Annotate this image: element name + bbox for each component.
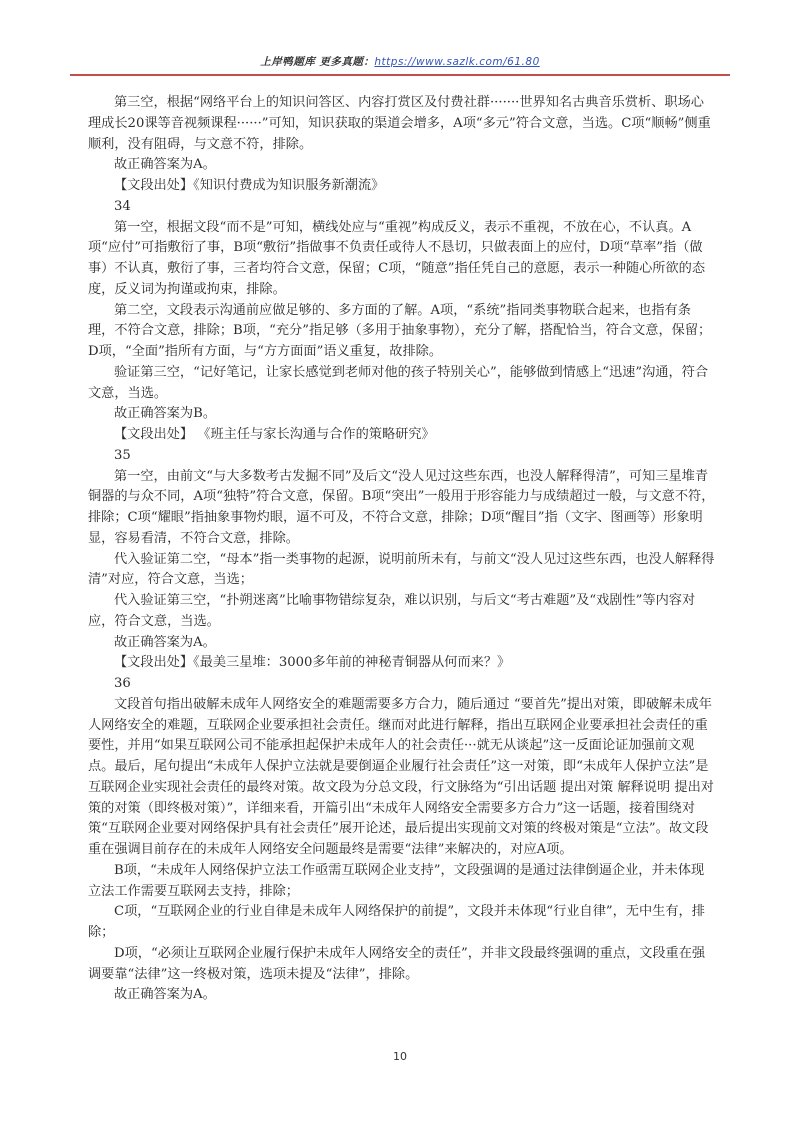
- paragraph: 故正确答案为A。: [114, 634, 216, 650]
- paragraph: 验证第三空，“记好笔记，让家长感觉到老师对他的孩子特别关心”，能够做到情感上“迅速”沟通，符合文意，当选。: [88, 364, 709, 401]
- paragraph: 文段首句指出破解未成年人网络安全的难题需要多方合力，随后通过 “要首先”提出对策，即破解未成年人网络安全的难题，互联网企业要承担社会责任。继而对此进行解释，指出互联网企业要承担社会责任的重要性，并用“如果互联网公司不能承担起保护未成年人的社会责任···就无从谈起”这一反面论证加强前文观点。最后，尾句提出“未成年人保护立法就是要倒逼企业履行社会责任”这一对策，即“未成年人保护立法”是互联网企业实现社会责任的最终对策。故文段为分总文段，行文脉络为“引出话题 提出对策 解释说明 提出对策的对策（即终极对策）”，详细来看，开篇引出“未成年人网络安全需要多方合力”这一话题，接着围绕对策“互联网企业要对网络保护具有社会责任”展开论述，最后提出实现前文对策的终极对策是“立法”。故文段重在强调目前存在的未成年人网络安全问题最终是需要“法律”来解决的，对应A项。: [88, 696, 714, 857]
- paragraph: 35: [114, 447, 131, 463]
- paragraph: 第三空，根据“网络平台上的知识问答区、内容打赏区及付费社群·······世界知名古典音乐赏析、职场心理成长20课等音视频课程······”可知，知识获取的渠道会增多，A项“多元”符合文意，当选。C项“顺畅”侧重顺利，没有阻碍，与文意不符，排除。: [88, 95, 711, 152]
- paragraph: 36: [114, 676, 131, 691]
- paragraph: C项，“互联网企业的行业自律是未成年人网络保护的前提”，文段并未体现“行业自律”，无中生有，排除；: [88, 904, 705, 940]
- paragraph: D项，“必须让互联网企业履行保护未成年人网络安全的责任”，并非文段最终强调的重点，文段重在强调要靠“法律”这一终极对策，选项未提及“法律”，排除。: [88, 945, 706, 982]
- paragraph: 34: [114, 198, 131, 214]
- paragraph: 第一空，由前文“与大多数考古发掘不同”及后文“没人见过这些东西，也没人解释得清”，可知三星堆青铜器的与众不同，A项“独特”符合文意，保留。B项“突出”一般用于形容能力与成绩超过一般，与文意不符，排除；C项“耀眼”指抽象事物灼眼，逼不可及，不符合文意，排除；D项“醒目”指（文字、图画等）形象明显，容易看清，不符合文意，排除。: [88, 468, 715, 546]
- paragraph: 【文段出处】 《班主任与家长沟通与合作的策略研究》: [114, 427, 435, 442]
- header-prefix: 上岸鸭题库 更多真题：: [260, 56, 375, 68]
- paragraph: 故正确答案为A。: [114, 987, 216, 1003]
- document-body: [88, 93, 716, 1006]
- paragraph: 故正确答案为A。: [114, 157, 216, 173]
- page-number: 10: [393, 1050, 407, 1063]
- header-divider: [70, 74, 730, 76]
- header-link[interactable]: https://www.sazlk.com/61.80: [374, 56, 540, 68]
- paragraph: 代入验证第三空，“扑朔迷离”比喻事物错综复杂，难以识别，与后文“考古难题”及“戏剧性”等内容对应，符合文意，当选。: [88, 593, 696, 629]
- paragraph: 第二空，文段表示沟通前应做足够的、多方面的了解。A项，“系统”指同类事物联合起来，也指有条理，不符合文意，排除；B项，“充分”指足够（多用于抽象事物），充分了解，搭配恰当，符合文意，保留；D项，“全面”指所有方面，与“方方面面”语义重复，故排除。: [88, 302, 712, 359]
- paragraph: 【文段出处】《知识付费成为知识服务新潮流》: [114, 178, 385, 193]
- paragraph: 代入验证第二空，“母本”指一类事物的起源，说明前所未有，与前文“没人见过这些东西，也没人解释得清”对应，符合文意，当选；: [88, 551, 715, 588]
- paragraph: 故正确答案为B。: [114, 406, 217, 422]
- paragraph: B项，“未成年人网络保护立法工作亟需互联网企业支持”，文段强调的是通过法律倒逼企业，并未体现立法工作需要互联网去支持，排除；: [88, 862, 705, 899]
- paragraph: 【文段出处】《最美三星堆：3000多年前的神秘青铜器从何而来？》: [114, 655, 511, 671]
- page-header: [70, 40, 730, 70]
- header-text: [260, 54, 540, 69]
- paragraph: 第一空，根据文段“而不是”可知，横线处应与“重视”构成反义，表示不重视，不放在心，不认真。A项“应付”可指敷衍了事，B项“敷衍”指做事不负责任或待人不恳切，只做表面上的应付，D项“草率”指（做事）不认真，敷衍了事，三者均符合文意，保留；C项，“随意”指任凭自己的意愿，表示一种随心所欲的态度，反义词为拘谨或拘束，排除。: [88, 219, 706, 297]
